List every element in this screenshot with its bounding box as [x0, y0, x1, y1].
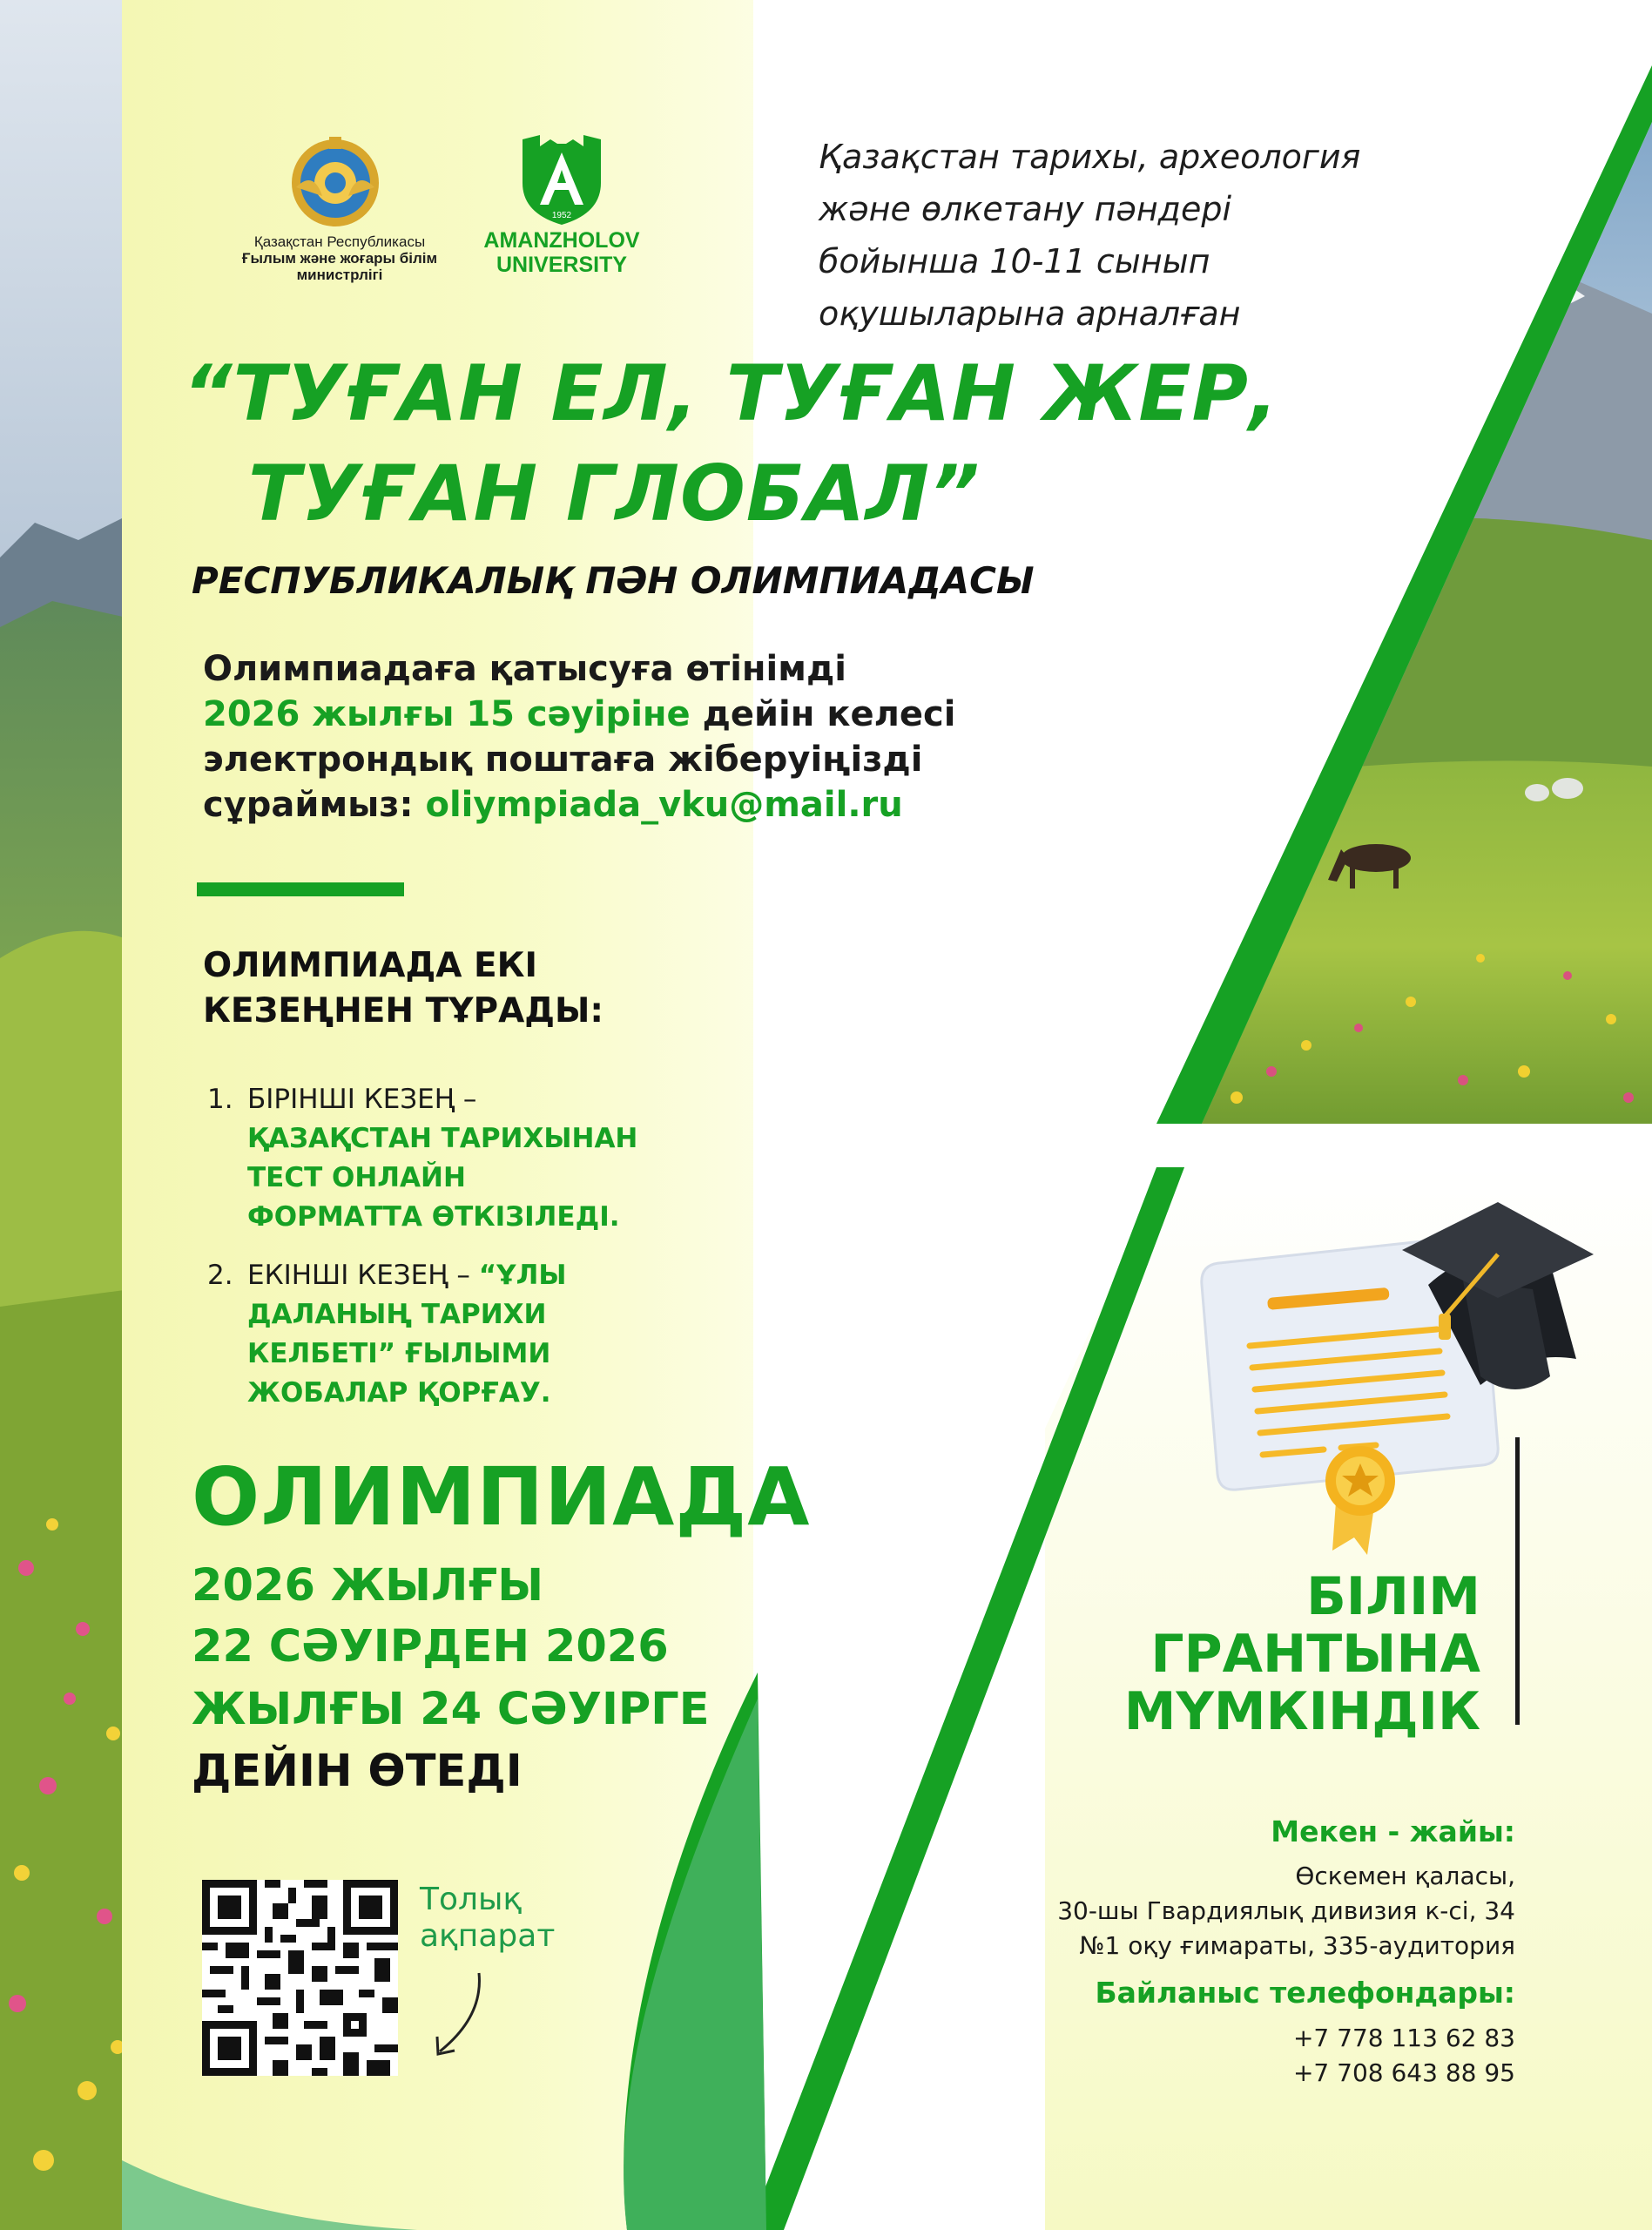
application-info [203, 646, 1161, 828]
olympiad-heading: ОЛИМПИАДА [192, 1450, 811, 1544]
date-line1: 2026 ЖЫЛҒЫ [192, 1560, 544, 1612]
ministry-line3: министрлігі [296, 267, 383, 283]
diploma-illustration [1167, 1202, 1602, 1568]
grant-line3: МҮМКІНДІК [1123, 1681, 1480, 1742]
section-divider [197, 882, 404, 896]
state-emblem-icon [287, 135, 383, 231]
stages-heading-line2: КЕЗЕҢНЕН ТҰРАДЫ: [203, 991, 604, 1031]
university-logo-icon [514, 131, 610, 226]
contact-email-link[interactable]: oliympiada_vku@mail.ru [425, 785, 903, 825]
title-line1: “ТУҒАН ЕЛ, ТУҒАН ЖЕР, [183, 348, 1279, 438]
date-line2: 22 СӘУІРДЕН 2026 [192, 1621, 669, 1672]
grant-opportunity [1080, 1568, 1480, 1740]
stage-1 [207, 1080, 817, 1237]
date-line4: ДЕЙІН ӨТЕДІ [192, 1746, 523, 1797]
stage1-line2: ТЕСТ ОНЛАЙН [247, 1162, 466, 1193]
full-info-line1: Толық [420, 1882, 523, 1917]
application-deadline: 2026 жылғы 15 сәуіріне [203, 694, 691, 734]
qr-code-icon[interactable] [202, 1880, 398, 2076]
title-subtitle: РЕСПУБЛИКАЛЫҚ ПӘН ОЛИМПИАДАСЫ [192, 559, 1035, 602]
stages-heading [203, 943, 603, 1034]
ministry-line2: Ғылым және жоғары білім [241, 250, 438, 267]
address-heading: Мекен - жайы: [1271, 1814, 1515, 1848]
audience-line4: оқушыларына арналған [819, 294, 1241, 333]
grant-accent-bar [1515, 1437, 1520, 1725]
application-line2 [203, 692, 1161, 737]
ministry-line1: Қазақстан Республикасы [253, 233, 426, 250]
application-line4 [203, 782, 1161, 828]
audience-line3: бойынша 10-11 сынып [819, 242, 1210, 280]
audience-line1: Қазақстан тарихы, археология [819, 138, 1361, 176]
stage2-line3: ЖОБАЛАР ҚОРҒАУ. [247, 1377, 551, 1409]
application-line1: Олимпиадаға қатысуға өтінімді [203, 649, 846, 689]
full-info-label [420, 1882, 555, 1955]
phone-number-1[interactable]: +7 778 113 62 83 [1292, 2024, 1515, 2052]
title-line2: ТУҒАН ГЛОБАЛ” [248, 449, 981, 538]
stage-2 [207, 1256, 817, 1413]
stage2-number: 2. [207, 1260, 233, 1291]
university-name-line1: AMANZHOLOV [483, 228, 640, 253]
target-audience [819, 131, 1428, 340]
phone-number-2[interactable]: +7 708 643 88 95 [1292, 2058, 1515, 2087]
address-line3: №1 оқу ғимараты, 335-аудитория [1079, 1931, 1515, 1960]
application-line3: электрондық поштаға жіберуіңізді [203, 740, 923, 780]
stage2-line1: ДАЛАНЫҢ ТАРИХИ [247, 1299, 547, 1330]
grant-line2: ГРАНТЫНА [1150, 1624, 1480, 1685]
university-logo-year: 1952 [551, 211, 572, 220]
grant-line1: БІЛІМ [1306, 1566, 1480, 1627]
university-name [475, 228, 649, 277]
stage2-quote-start: “ҰЛЫ [478, 1260, 567, 1291]
stage2-label: ЕКІНШІ КЕЗЕҢ – [247, 1260, 470, 1291]
stage1-line1: ҚАЗАҚСТАН ТАРИХЫНАН [247, 1123, 638, 1154]
address-line1: Өскемен қаласы, [1295, 1862, 1515, 1890]
ministry-name [235, 233, 444, 283]
stages-heading-line1: ОЛИМПИАДА ЕКІ [203, 946, 537, 985]
application-line4-prefix: сұраймыз: [203, 785, 426, 825]
stage1-label: БІРІНШІ КЕЗЕҢ – [247, 1084, 477, 1115]
application-line2-rest: дейін келесі [690, 694, 956, 734]
full-info-line2: ақпарат [420, 1918, 556, 1954]
audience-line2: және өлкетану пәндері [819, 190, 1232, 228]
address-line2: 30-шы Гвардиялық дивизия к-сі, 34 [1057, 1896, 1515, 1925]
stage1-number: 1. [207, 1084, 233, 1115]
stage1-line3: ФОРМАТТА ӨТКІЗІЛЕДІ. [247, 1201, 620, 1233]
award-seal-icon [1325, 1446, 1395, 1555]
date-line3: ЖЫЛҒЫ 24 СӘУІРГЕ [192, 1684, 710, 1735]
phones-heading: Байланыс телефондары: [1095, 1976, 1515, 2010]
arrow-down-left-icon [427, 1969, 496, 2064]
university-name-line2: UNIVERSITY [496, 253, 628, 277]
stage2-line2: КЕЛБЕТІ” ҒЫЛЫМИ [247, 1338, 551, 1369]
